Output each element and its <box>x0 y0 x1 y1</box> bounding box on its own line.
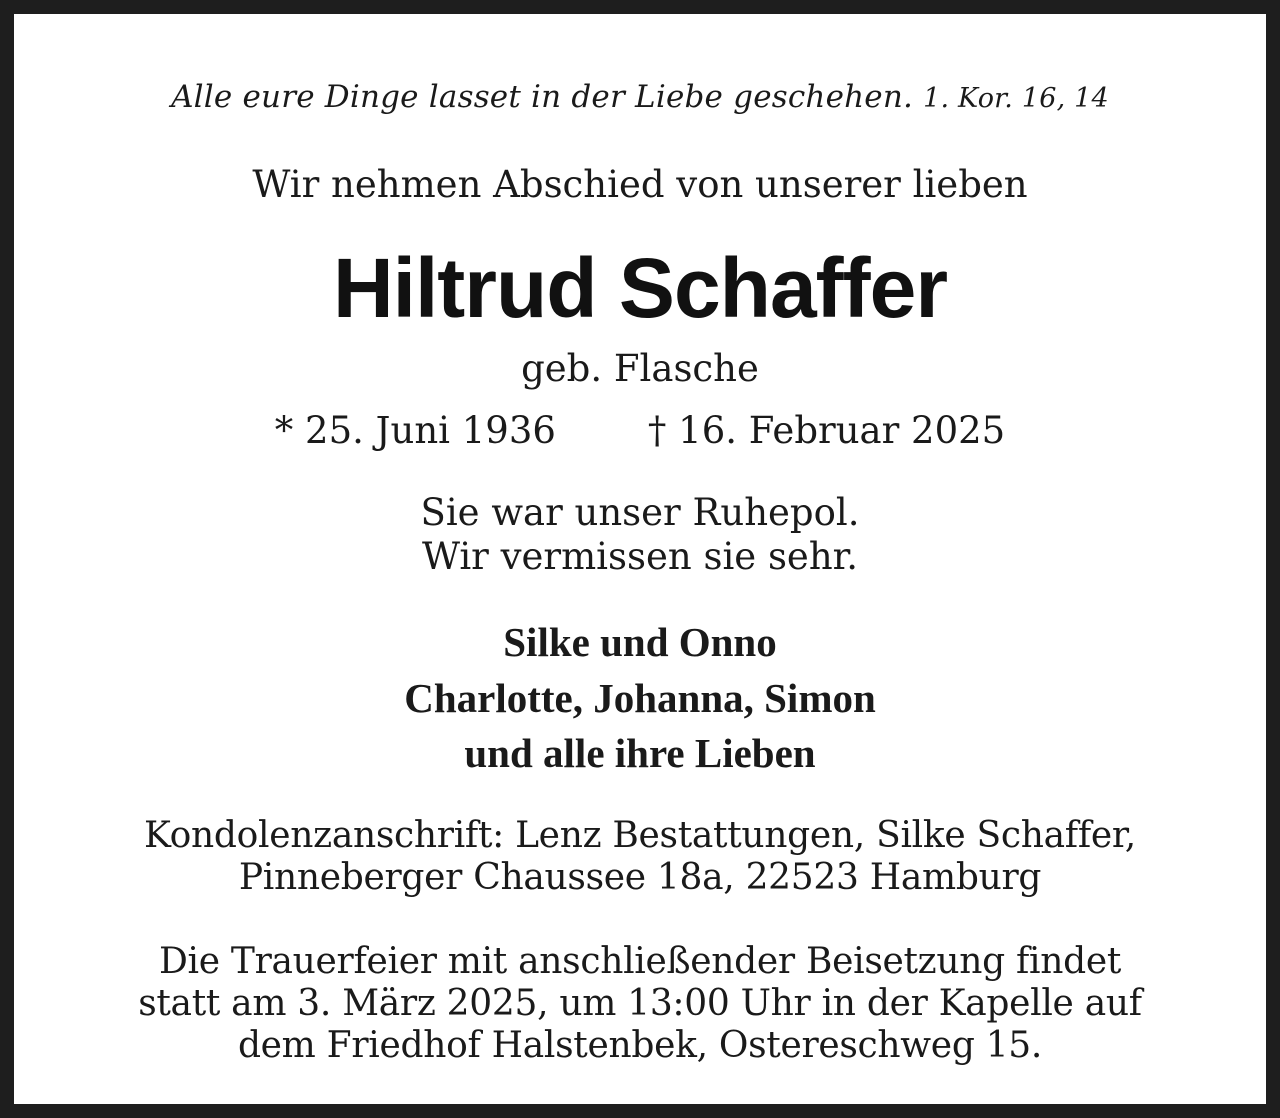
death-date: † 16. Februar 2025 <box>647 409 1006 452</box>
service-info-line: dem Friedhof Halstenbek, Ostereschweg 15. <box>237 1025 1043 1066</box>
condolence-address-line: Kondolenzanschrift: Lenz Bestattungen, Silke Schaffer, <box>144 815 1136 856</box>
maiden-name: geb. Flasche <box>521 347 759 390</box>
quote-line: Sie war unser Ruhepol. <box>420 491 860 534</box>
birth-date: * 25. Juni 1936 <box>274 409 556 452</box>
condolence-address-line: Pinneberger Chaussee 18a, 22523 Hamburg <box>238 857 1042 898</box>
service-info-line: Die Trauerfeier mit anschließender Beisetzung findet <box>158 941 1122 982</box>
bible-verse-reference: 1. Kor. 16, 14 <box>923 83 1109 114</box>
mourner-line: Charlotte, Johanna, Simon <box>404 675 876 721</box>
service-info-line: statt am 3. März 2025, um 13:00 Uhr in der Kapelle auf <box>138 983 1142 1024</box>
life-dates <box>28 409 1252 452</box>
deceased-name: Hiltrud Schaffer <box>332 241 948 335</box>
bible-verse-text: Alle eure Dinge lasset in der Liebe geschehen. <box>171 79 914 115</box>
intro-text: Wir nehmen Abschied von unserer lieben <box>252 163 1028 206</box>
mourner-line: und alle ihre Lieben <box>464 730 816 776</box>
bible-verse <box>28 79 1252 115</box>
mourner-line: Silke und Onno <box>503 619 777 665</box>
quote-line: Wir vermissen sie sehr. <box>421 535 859 578</box>
